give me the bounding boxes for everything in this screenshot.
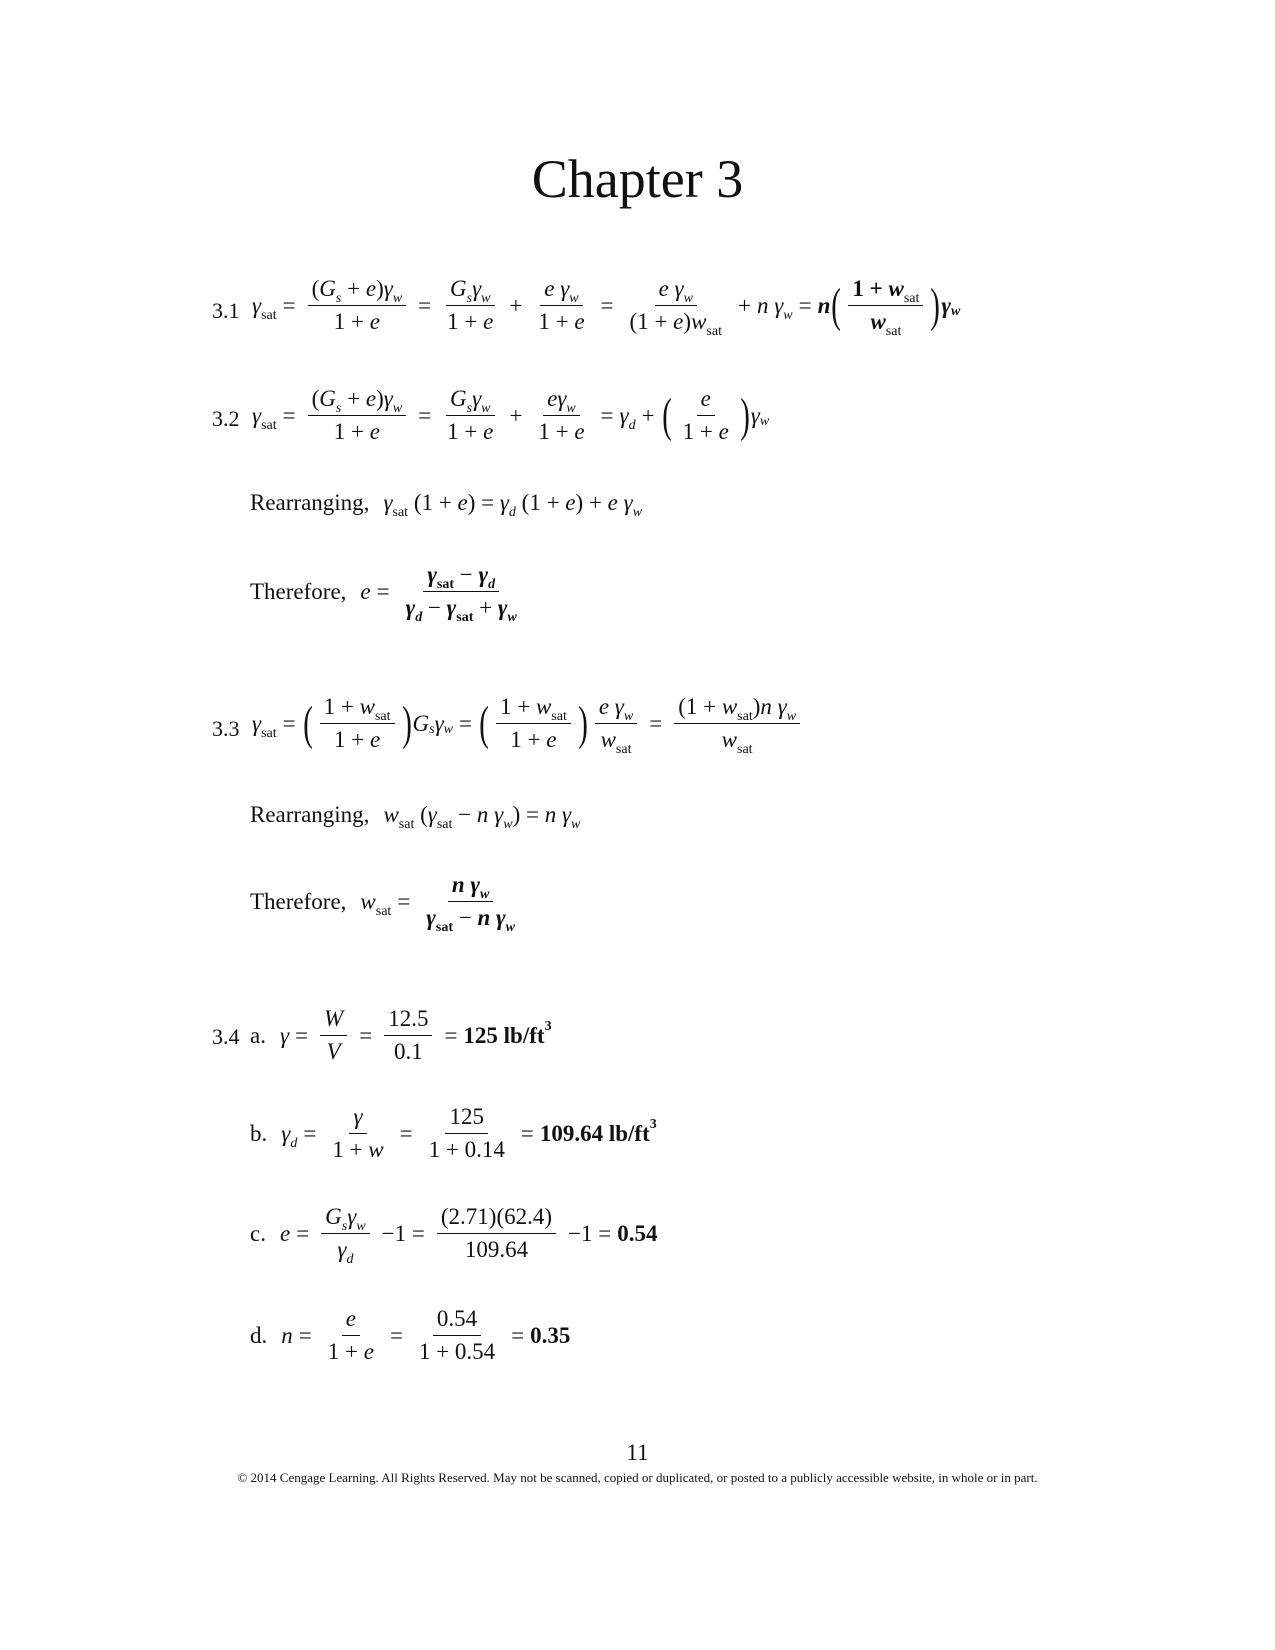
rearranging-label: Rearranging, bbox=[250, 490, 370, 515]
result: 0.54 bbox=[617, 1220, 658, 1246]
equation-3-2-rearranging: Rearranging, $\gamma_{sat}$ $(1 + e) = \gamma_d$ (1 + e) + e $\gamma_w$ bbox=[250, 490, 643, 520]
part-label: d. bbox=[250, 1322, 268, 1348]
denominator: 109.64 bbox=[464, 1237, 529, 1262]
result: 109.64 lb/ft bbox=[539, 1120, 650, 1146]
problem-number: 3.2 bbox=[212, 406, 240, 431]
therefore-label: Therefore, bbox=[250, 578, 347, 604]
equation-3-4c: c. e = $\frac{G_s\gamma_w}{\gamma_d}$ −1 = $\frac{(2.71)(62.4)}{109.64}$ −1 = 0.54 bbox=[250, 1204, 658, 1267]
problem-number: 3.3 bbox=[212, 716, 240, 741]
copyright-footer: © 2014 Cengage Learning. All Rights Reserved. May not be scanned, copied or duplicated, or posted to a publicly accessible website, in whole or in part. bbox=[237, 1470, 1038, 1485]
problem-number: 3.4 bbox=[212, 1024, 240, 1049]
part-label: b. bbox=[250, 1120, 268, 1146]
denominator: 0.1 bbox=[393, 1039, 423, 1064]
equation-3-3-rearranging: Rearranging, $w_{sat}$ ($\gamma_{sat} - n$ $\gamma_w) = n$ $\gamma_w$ bbox=[250, 802, 581, 832]
numerator: 12.5 bbox=[384, 1006, 432, 1036]
equation-3-4b: b. $\gamma_d$ = $\frac{\gamma}{1 + w}$ = $\frac{125}{1 + 0.14}$ = 109.64 lb/ft 3 bbox=[250, 1104, 657, 1162]
part-label: a. bbox=[250, 1022, 266, 1048]
result-exponent: 3 bbox=[544, 1018, 552, 1034]
result: 125 lb/ft bbox=[463, 1022, 545, 1048]
result: 0.35 bbox=[530, 1322, 571, 1348]
result-exponent: 3 bbox=[649, 1116, 657, 1132]
equation-3-3: $\gamma_{sat}$ = ( $\frac{1 + w_{sat}}{1 + e}$ ) G s γ w = ( $\frac{1 + w_{sat}}{1 + e}$ ) $\frac{e \gamma_w}{w_{sat}}$ = $\frac{(1 + w_{sat})n \gamma_w}{w_{sat}}$ bbox=[252, 694, 806, 753]
numerator: 0.54 bbox=[433, 1306, 481, 1336]
therefore-label: Therefore, bbox=[250, 888, 347, 914]
numerator: 125 bbox=[445, 1104, 488, 1134]
part-label: c. bbox=[250, 1220, 266, 1246]
rearranging-label: Rearranging, bbox=[250, 802, 370, 827]
problem-number: 3.1 bbox=[212, 298, 240, 323]
equation-3-4a: a. γ = $\frac{W}{V}$ = $\frac{12.5}{0.1}$ = 125 lb/ft 3 bbox=[250, 1006, 552, 1064]
equation-3-2: $\gamma_{sat}$ = $\frac{(G_s + e)\gamma_w}{1 + e}$ = $\frac{G_s\gamma_w}{1 + e}$ + $\frac{e\gamma_w}{1 + e}$ = $\gamma_d$ + ( $\frac{e}{1 + e}$ ) γ w bbox=[252, 386, 770, 444]
chapter-title: Chapter 3 bbox=[531, 149, 744, 209]
equation-3-3-therefore: Therefore, $w_{sat}$ = $\frac{n \gamma_w}{\gamma_{sat} - n \gamma_w}$ bbox=[250, 872, 515, 935]
denominator: 1 + 0.14 bbox=[428, 1137, 505, 1162]
numerator: (2.71)(62.4) bbox=[437, 1204, 556, 1234]
denominator: 1 + 0.54 bbox=[418, 1339, 496, 1364]
equation-3-2-therefore: Therefore, e = $\frac{\gamma_{sat} - \gamma_d}{\gamma_d - \gamma_{sat} + \gamma_w}$ bbox=[250, 562, 517, 625]
equation-3-4d: d. n = $\frac{e}{1 + e}$ = $\frac{0.54}{1 + 0.54}$ = 0.35 bbox=[250, 1306, 571, 1364]
equation-3-1: $\gamma_{sat}$ = $\frac{(G_s + e)\gamma_w}{1 + e}$ = $\frac{G_s\gamma_w}{1 + e}$ + $\frac{e \gamma_w}{1 + e}$ = $\frac{e \gamma_w}{(1 + e)w_{sat}}$ + n $\gamma_w$ = n ( $\frac{1 + w_{sat}}{w_{sat}}$ ) γ w bbox=[252, 276, 961, 339]
page-number: 11 bbox=[626, 1440, 649, 1465]
